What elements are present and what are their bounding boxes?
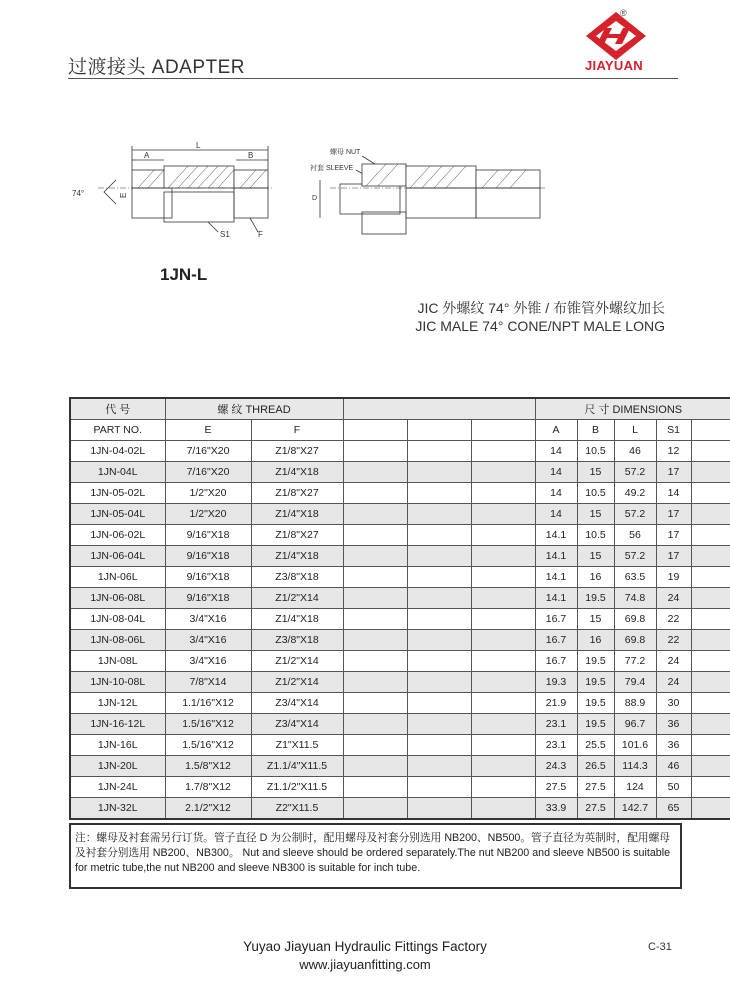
cell-blank xyxy=(407,525,471,546)
cell-l: 96.7 xyxy=(614,714,656,735)
assembly-drawing xyxy=(300,140,550,245)
cell-a: 19.3 xyxy=(535,672,577,693)
cell-s1: 17 xyxy=(656,525,691,546)
header-blank xyxy=(407,420,471,441)
cell-blank xyxy=(343,504,407,525)
cell-b: 25.5 xyxy=(577,735,614,756)
cell-thread-f: Z1.1/2"X11.5 xyxy=(251,777,343,798)
cell-thread-e: 1/2"X20 xyxy=(165,504,251,525)
cell-thread-e: 2.1/2"X12 xyxy=(165,798,251,820)
cell-part-no: 1JN-06-02L xyxy=(70,525,165,546)
cell-blank xyxy=(471,714,535,735)
cell-a: 24.3 xyxy=(535,756,577,777)
cell-l: 142.7 xyxy=(614,798,656,820)
dim-e-label: E xyxy=(119,192,128,198)
cell-part-no: 1JN-06-04L xyxy=(70,546,165,567)
cell-blank xyxy=(407,504,471,525)
cell-s1: 30 xyxy=(656,693,691,714)
table-row xyxy=(70,462,730,483)
header-s1: S1 xyxy=(656,420,691,441)
header-a: A xyxy=(535,420,577,441)
cell-s1: 24 xyxy=(656,672,691,693)
cell-a: 14.1 xyxy=(535,588,577,609)
cell-a: 23.1 xyxy=(535,714,577,735)
cell-thread-e: 1.5/16"X12 xyxy=(165,735,251,756)
cell-thread-f: Z1/4"X18 xyxy=(251,462,343,483)
cell-thread-e: 9/16"X18 xyxy=(165,546,251,567)
cell-thread-f: Z1/2"X14 xyxy=(251,651,343,672)
cell-s1: 24 xyxy=(656,588,691,609)
cell-b: 16 xyxy=(577,567,614,588)
header-thread: 螺 纹 THREAD xyxy=(165,398,343,420)
cell-blank xyxy=(471,735,535,756)
cell-l: 56 xyxy=(614,525,656,546)
cell-blank xyxy=(471,588,535,609)
header-divider xyxy=(68,78,678,79)
cell-blank xyxy=(691,672,730,693)
table-row xyxy=(70,693,730,714)
cell-blank xyxy=(343,546,407,567)
cell-blank xyxy=(471,441,535,462)
cell-blank xyxy=(343,588,407,609)
cell-b: 10.5 xyxy=(577,483,614,504)
cell-thread-e: 7/16"X20 xyxy=(165,462,251,483)
cell-a: 21.9 xyxy=(535,693,577,714)
cell-l: 49.2 xyxy=(614,483,656,504)
cell-blank xyxy=(471,567,535,588)
cell-blank xyxy=(407,462,471,483)
cell-blank xyxy=(471,693,535,714)
cell-blank xyxy=(343,777,407,798)
cell-blank xyxy=(691,630,730,651)
page-title: 过渡接头 ADAPTER xyxy=(68,57,246,78)
cell-blank xyxy=(407,630,471,651)
cell-part-no: 1JN-05-02L xyxy=(70,483,165,504)
cell-b: 10.5 xyxy=(577,525,614,546)
cell-l: 63.5 xyxy=(614,567,656,588)
dim-f-label: F xyxy=(258,230,263,239)
cell-s1: 22 xyxy=(656,630,691,651)
cell-b: 19.5 xyxy=(577,651,614,672)
header-blank xyxy=(691,420,730,441)
cell-blank xyxy=(691,525,730,546)
table-row xyxy=(70,630,730,651)
cell-a: 16.7 xyxy=(535,609,577,630)
table-row xyxy=(70,567,730,588)
table-row xyxy=(70,777,730,798)
footer-company: Yuyao Jiayuan Hydraulic Fittings Factory xyxy=(243,939,487,954)
cell-s1: 14 xyxy=(656,483,691,504)
cell-blank xyxy=(343,672,407,693)
cell-blank xyxy=(691,714,730,735)
header-dimensions: 尺 寸 DIMENSIONS xyxy=(535,398,730,420)
cell-b: 26.5 xyxy=(577,756,614,777)
cell-part-no: 1JN-05-04L xyxy=(70,504,165,525)
nut-label: 螺母 NUT xyxy=(330,149,361,156)
cell-blank xyxy=(691,777,730,798)
cell-blank xyxy=(691,546,730,567)
cell-thread-f: Z3/8"X18 xyxy=(251,567,343,588)
cell-part-no: 1JN-08-06L xyxy=(70,630,165,651)
cell-thread-e: 7/16"X20 xyxy=(165,441,251,462)
cell-blank xyxy=(471,630,535,651)
header-l: L xyxy=(614,420,656,441)
cell-a: 14.1 xyxy=(535,525,577,546)
table-row xyxy=(70,651,730,672)
cell-b: 19.5 xyxy=(577,693,614,714)
cell-a: 14 xyxy=(535,483,577,504)
cell-blank xyxy=(343,693,407,714)
cell-a: 14.1 xyxy=(535,567,577,588)
cell-blank xyxy=(407,651,471,672)
cell-blank xyxy=(691,756,730,777)
cell-a: 23.1 xyxy=(535,735,577,756)
cell-blank xyxy=(407,441,471,462)
cell-part-no: 1JN-08L xyxy=(70,651,165,672)
cell-part-no: 1JN-04-02L xyxy=(70,441,165,462)
cell-blank xyxy=(343,714,407,735)
cell-b: 15 xyxy=(577,609,614,630)
header-blank xyxy=(471,420,535,441)
table-row xyxy=(70,525,730,546)
cell-blank xyxy=(471,777,535,798)
cell-blank xyxy=(471,525,535,546)
cell-part-no: 1JN-06-08L xyxy=(70,588,165,609)
cell-blank xyxy=(343,483,407,504)
cell-thread-f: Z1"X11.5 xyxy=(251,735,343,756)
cell-blank xyxy=(691,693,730,714)
header-blank xyxy=(343,420,407,441)
cell-blank xyxy=(343,441,407,462)
cell-part-no: 1JN-08-04L xyxy=(70,609,165,630)
cell-blank xyxy=(691,588,730,609)
cell-thread-e: 9/16"X18 xyxy=(165,588,251,609)
cell-l: 88.9 xyxy=(614,693,656,714)
cell-s1: 46 xyxy=(656,756,691,777)
table-row xyxy=(70,588,730,609)
table-row xyxy=(70,714,730,735)
cell-thread-e: 9/16"X18 xyxy=(165,567,251,588)
cell-blank xyxy=(343,756,407,777)
cell-l: 57.2 xyxy=(614,462,656,483)
cell-part-no: 1JN-06L xyxy=(70,567,165,588)
header-b: B xyxy=(577,420,614,441)
cell-blank xyxy=(471,546,535,567)
angle-label: 74° xyxy=(72,189,85,198)
header-f: F xyxy=(251,420,343,441)
cell-thread-e: 1/2"X20 xyxy=(165,483,251,504)
footer-url: www.jiayuanfitting.com xyxy=(299,957,431,972)
cell-blank xyxy=(471,483,535,504)
cell-blank xyxy=(691,609,730,630)
cell-thread-f: Z1/4"X18 xyxy=(251,609,343,630)
cell-b: 19.5 xyxy=(577,714,614,735)
table-row xyxy=(70,546,730,567)
cell-blank xyxy=(407,588,471,609)
dim-d-label: D xyxy=(312,195,318,202)
cell-thread-f: Z1.1/4"X11.5 xyxy=(251,756,343,777)
cell-l: 57.2 xyxy=(614,546,656,567)
cell-s1: 12 xyxy=(656,441,691,462)
table-row xyxy=(70,672,730,693)
cell-part-no: 1JN-32L xyxy=(70,798,165,820)
cell-thread-e: 3/4"X16 xyxy=(165,651,251,672)
cell-thread-e: 3/4"X16 xyxy=(165,630,251,651)
fitting-drawing xyxy=(68,140,278,245)
cell-thread-f: Z1/2"X14 xyxy=(251,588,343,609)
cell-blank xyxy=(691,483,730,504)
cell-blank xyxy=(691,462,730,483)
cell-l: 57.2 xyxy=(614,504,656,525)
cell-part-no: 1JN-16-12L xyxy=(70,714,165,735)
cell-a: 33.9 xyxy=(535,798,577,820)
cell-b: 16 xyxy=(577,630,614,651)
table-row xyxy=(70,609,730,630)
cell-s1: 65 xyxy=(656,798,691,820)
header-code: 代 号 xyxy=(70,398,165,420)
cell-a: 27.5 xyxy=(535,777,577,798)
cell-blank xyxy=(471,798,535,820)
note-box: 注：螺母及衬套需另行订货。管子直径 D 为公制时，配用螺母及衬套分别选用 NB200、NB500。管子直径为英制时，配用螺母及衬套分别选用 NB200、NB300。 Nut and sleeve should be ordered separately.The nut NB200 and sleeve NB500 is suitable for metric tube,the nut NB200 and sleeve NB300 is suitable for inch tube. xyxy=(69,823,682,889)
cell-b: 15 xyxy=(577,504,614,525)
cell-b: 19.5 xyxy=(577,672,614,693)
cell-thread-f: Z2"X11.5 xyxy=(251,798,343,820)
cell-blank xyxy=(471,756,535,777)
cell-part-no: 1JN-24L xyxy=(70,777,165,798)
cell-a: 14.1 xyxy=(535,546,577,567)
header-empty xyxy=(343,398,535,420)
cell-l: 69.8 xyxy=(614,630,656,651)
cell-blank xyxy=(407,777,471,798)
dim-a-label: A xyxy=(144,151,150,160)
cell-s1: 36 xyxy=(656,735,691,756)
cell-thread-e: 9/16"X18 xyxy=(165,525,251,546)
cell-blank xyxy=(407,609,471,630)
cell-blank xyxy=(407,546,471,567)
cell-l: 69.8 xyxy=(614,609,656,630)
cell-a: 14 xyxy=(535,441,577,462)
cell-thread-f: Z1/2"X14 xyxy=(251,672,343,693)
cell-blank xyxy=(407,567,471,588)
cell-blank xyxy=(407,672,471,693)
cell-blank xyxy=(343,525,407,546)
cell-l: 114.3 xyxy=(614,756,656,777)
cell-b: 15 xyxy=(577,546,614,567)
cell-blank xyxy=(691,651,730,672)
cell-b: 19.5 xyxy=(577,588,614,609)
table-row xyxy=(70,441,730,462)
cell-a: 16.7 xyxy=(535,630,577,651)
cell-s1: 19 xyxy=(656,567,691,588)
page-number: C-31 xyxy=(648,941,672,953)
table-row xyxy=(70,483,730,504)
cell-thread-f: Z1/4"X18 xyxy=(251,504,343,525)
cell-thread-f: Z1/4"X18 xyxy=(251,546,343,567)
cell-thread-e: 7/8"X14 xyxy=(165,672,251,693)
dim-l-label: L xyxy=(196,141,201,150)
cell-s1: 50 xyxy=(656,777,691,798)
cell-b: 15 xyxy=(577,462,614,483)
model-code: 1JN-L xyxy=(160,265,208,284)
cell-thread-e: 1.5/16"X12 xyxy=(165,714,251,735)
cell-l: 79.4 xyxy=(614,672,656,693)
cell-s1: 17 xyxy=(656,462,691,483)
cell-blank xyxy=(691,441,730,462)
cell-blank xyxy=(407,735,471,756)
table-row xyxy=(70,735,730,756)
cell-thread-e: 3/4"X16 xyxy=(165,609,251,630)
table-row xyxy=(70,756,730,777)
cell-blank xyxy=(691,798,730,820)
cell-blank xyxy=(471,651,535,672)
cell-blank xyxy=(343,735,407,756)
cell-thread-e: 1.1/16"X12 xyxy=(165,693,251,714)
cell-s1: 17 xyxy=(656,504,691,525)
description-en: JIC MALE 74° CONE/NPT MALE LONG xyxy=(415,318,665,334)
cell-blank xyxy=(343,609,407,630)
cell-thread-f: Z3/8"X18 xyxy=(251,630,343,651)
cell-b: 10.5 xyxy=(577,441,614,462)
registered-mark: ® xyxy=(620,8,627,18)
cell-blank xyxy=(343,630,407,651)
cell-s1: 24 xyxy=(656,651,691,672)
cell-thread-f: Z1/8"X27 xyxy=(251,483,343,504)
dim-s1-label: S1 xyxy=(220,230,230,239)
cell-part-no: 1JN-10-08L xyxy=(70,672,165,693)
spec-table xyxy=(69,397,730,820)
cell-blank xyxy=(471,609,535,630)
cell-blank xyxy=(343,567,407,588)
cell-blank xyxy=(691,567,730,588)
cell-blank xyxy=(407,798,471,820)
cell-blank xyxy=(407,756,471,777)
cell-blank xyxy=(471,462,535,483)
cell-thread-f: Z3/4"X14 xyxy=(251,714,343,735)
cell-thread-e: 1.5/8"X12 xyxy=(165,756,251,777)
sleeve-label: 衬套 SLEEVE xyxy=(310,165,354,172)
cell-a: 14 xyxy=(535,504,577,525)
cell-s1: 17 xyxy=(656,546,691,567)
cell-blank xyxy=(691,504,730,525)
table-row xyxy=(70,798,730,820)
cell-b: 27.5 xyxy=(577,777,614,798)
cell-l: 46 xyxy=(614,441,656,462)
cell-l: 74.8 xyxy=(614,588,656,609)
description-cn: JIC 外螺纹 74° 外锥 / 布锥管外螺纹加长 xyxy=(417,300,665,316)
cell-l: 77.2 xyxy=(614,651,656,672)
cell-thread-f: Z1/8"X27 xyxy=(251,525,343,546)
cell-part-no: 1JN-04L xyxy=(70,462,165,483)
cell-thread-f: Z1/8"X27 xyxy=(251,441,343,462)
cell-blank xyxy=(691,735,730,756)
cell-blank xyxy=(407,483,471,504)
cell-s1: 36 xyxy=(656,714,691,735)
table-header-row-2 xyxy=(70,420,730,441)
cell-blank xyxy=(471,504,535,525)
header-e: E xyxy=(165,420,251,441)
table-row xyxy=(70,504,730,525)
cell-a: 14 xyxy=(535,462,577,483)
cell-blank xyxy=(407,693,471,714)
cell-blank xyxy=(471,672,535,693)
cell-blank xyxy=(343,798,407,820)
cell-thread-e: 1.7/8"X12 xyxy=(165,777,251,798)
cell-a: 16.7 xyxy=(535,651,577,672)
cell-l: 101.6 xyxy=(614,735,656,756)
header-part-no: PART NO. xyxy=(70,420,165,441)
cell-b: 27.5 xyxy=(577,798,614,820)
cell-blank xyxy=(343,651,407,672)
cell-l: 124 xyxy=(614,777,656,798)
cell-blank xyxy=(343,462,407,483)
dim-b-label: B xyxy=(248,151,254,160)
cell-thread-f: Z3/4"X14 xyxy=(251,693,343,714)
cell-part-no: 1JN-12L xyxy=(70,693,165,714)
cell-part-no: 1JN-20L xyxy=(70,756,165,777)
cell-part-no: 1JN-16L xyxy=(70,735,165,756)
cell-s1: 22 xyxy=(656,609,691,630)
table-header-row-1 xyxy=(70,398,730,420)
brand-name: JIAYUAN xyxy=(585,58,643,73)
cell-blank xyxy=(407,714,471,735)
